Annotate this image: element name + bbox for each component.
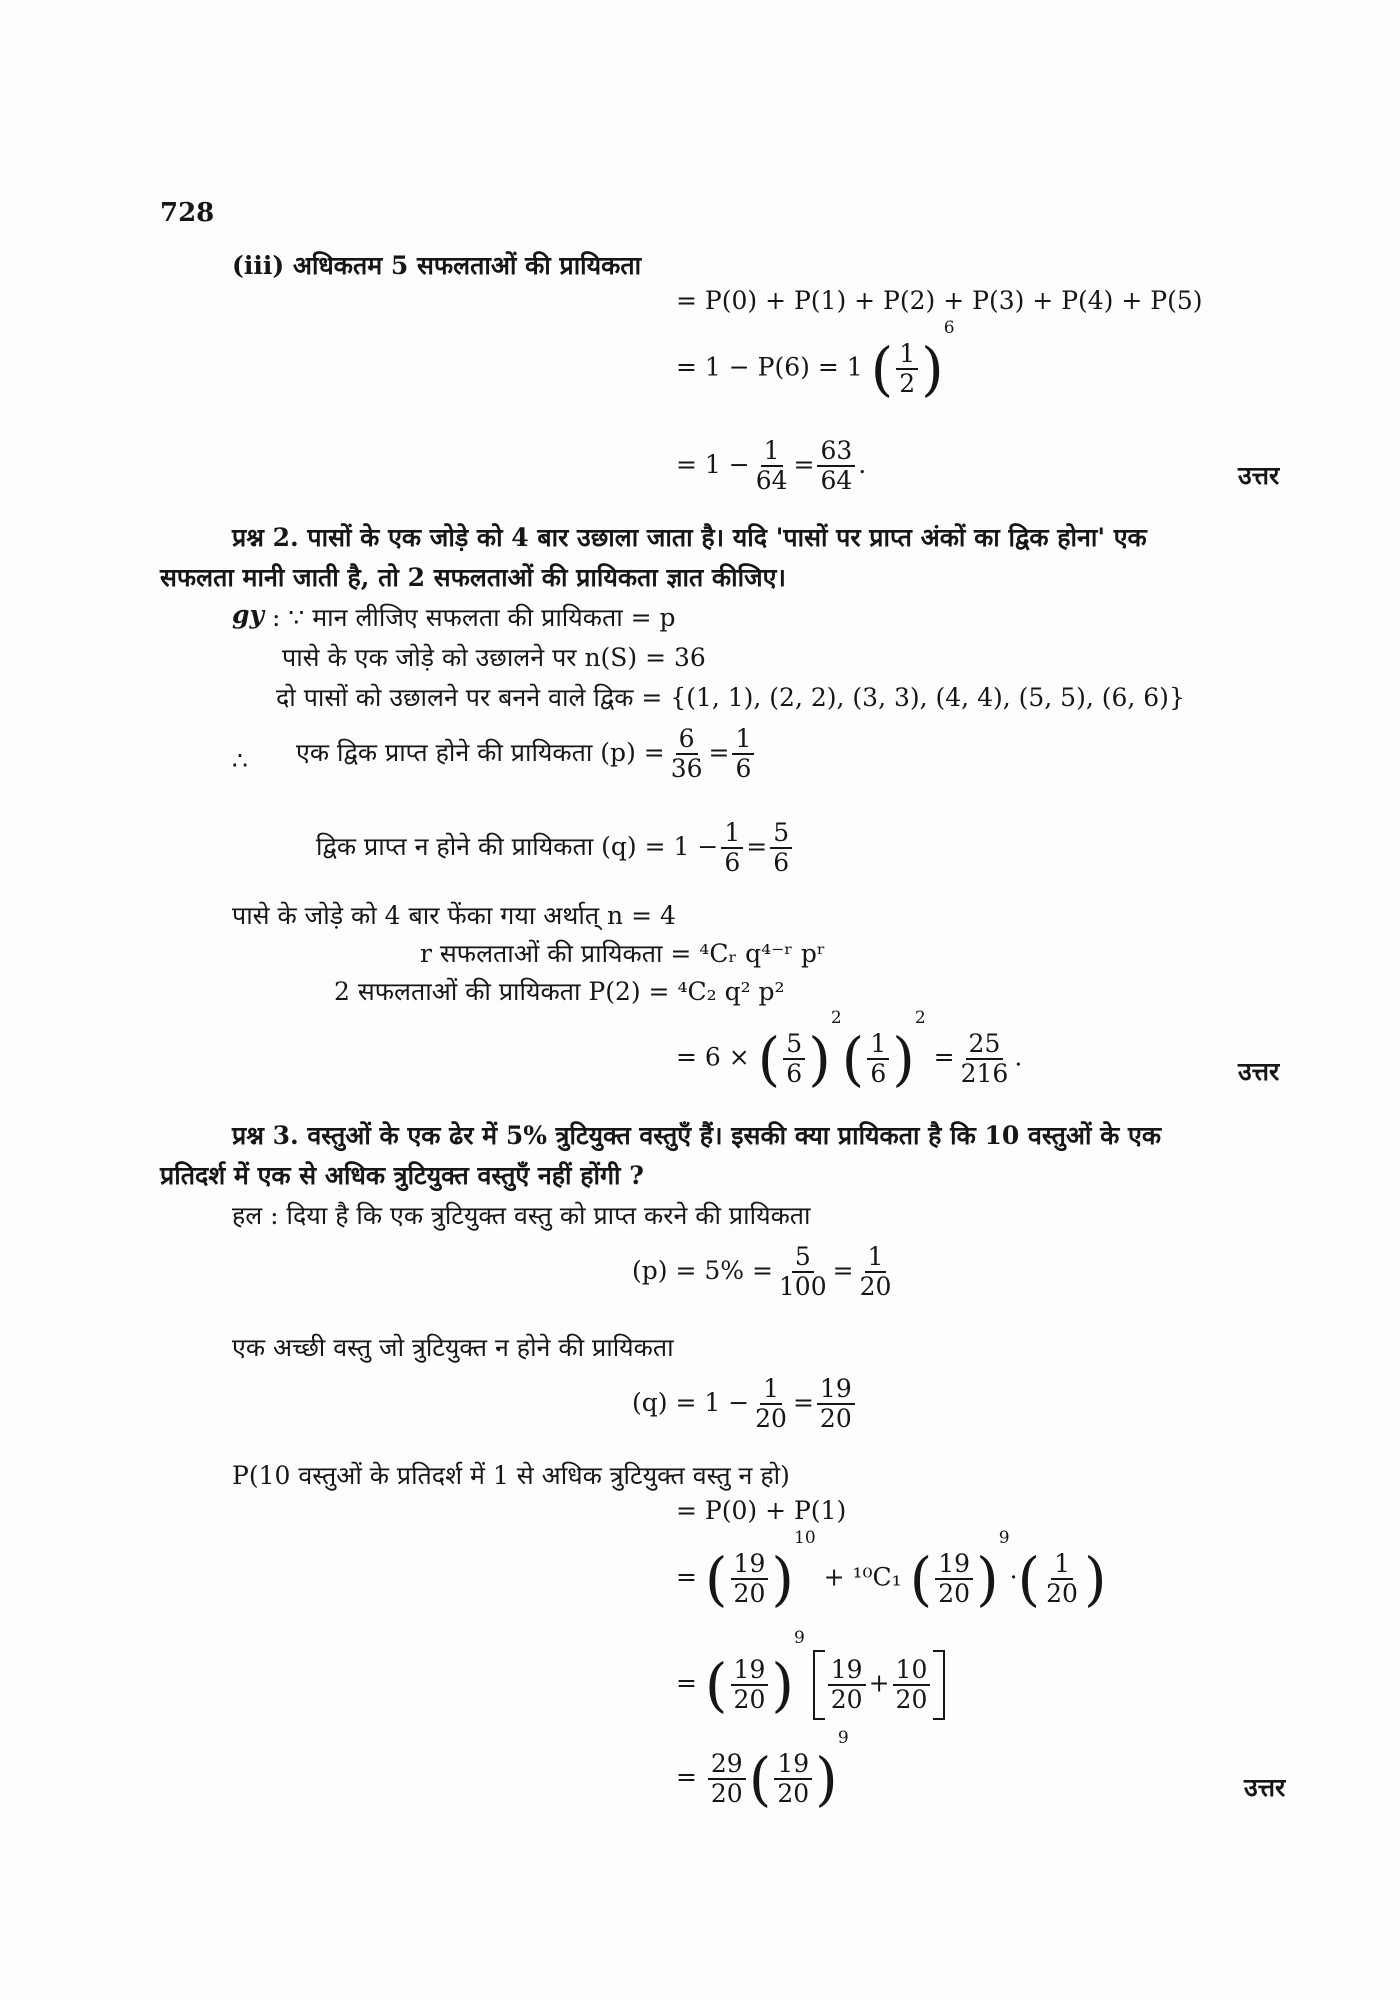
therefore-symbol: ∴ <box>232 746 248 775</box>
q3-step3: = ( $\frac{19}{20}$ )$^9$ $\frac{19}{20}$ + $\frac{10}{20}$ <box>676 1650 945 1720</box>
q2-p-label: एक द्विक प्राप्त होने की प्रायिकता (p) = <box>296 737 665 767</box>
fraction: $\frac{19}{20}$ <box>828 1657 866 1714</box>
fraction: $\frac{5}{6}$ <box>770 820 792 877</box>
q3-p-text: (p) = 5% = <box>632 1255 773 1285</box>
fraction: $\frac{1}{6}$ <box>732 726 754 783</box>
q2-solution-label: gy <box>232 600 265 629</box>
fraction: $\frac{5}{6}$ <box>783 1031 805 1088</box>
exponent: 9 <box>837 1728 849 1748</box>
fraction: $\frac{19}{20}$ <box>935 1551 973 1608</box>
dot-operator: · <box>1009 1562 1018 1592</box>
q2-q-expr: 1 − <box>673 831 719 861</box>
q3-event-line: P(10 वस्तुओं के प्रतिदर्श में 1 से अधिक त्रुटियुक्त वस्तु न हो) <box>232 1461 790 1490</box>
answer-label-2: उत्तर <box>1238 1057 1280 1086</box>
q2-n-line: पासे के जोड़े को 4 बार फेंका गया अर्थात् n = 4 <box>232 901 676 930</box>
fraction: $\frac{1}{6}$ <box>721 820 743 877</box>
fraction: $\frac{1}{6}$ <box>867 1031 889 1088</box>
answer-label-1: उत्तर <box>1238 461 1280 490</box>
fraction: $\frac{19}{20}$ <box>774 1751 812 1808</box>
q2-r-line: r सफलताओं की प्रायिकता = ⁴Cᵣ q⁴⁻ʳ pʳ <box>420 939 826 968</box>
part3-heading: (iii) अधिकतम 5 सफलताओं की प्रायिकता <box>232 251 642 280</box>
fraction: $\frac{6}{36}$ <box>670 724 703 784</box>
exponent: 2 <box>830 1008 842 1028</box>
fraction: $\frac{25}{216}$ <box>960 1028 1009 1088</box>
equals-sign: = <box>676 1762 697 1792</box>
q2-calc-line: = 6 × ( $\frac{5}{6}$ )$^2$( $\frac{1}{6}$ )$^2$ = $\frac{25}{216}$ . <box>676 1008 1023 1093</box>
combination-term: + ¹⁰C₁ <box>823 1562 902 1592</box>
q3-sol1: हल : दिया है कि एक त्रुटियुक्त वस्तु को प्राप्त करने की प्रायिकता <box>232 1201 811 1230</box>
q3-question-line2: प्रतिदर्श में एक से अधिक त्रुटियुक्त वस्तुएँ नहीं होंगी ? <box>160 1161 644 1190</box>
part3-line2: = 1 − P(6) = 1 ( $\frac{1}{2}$ )$^6$ <box>676 318 955 403</box>
q2-two-line: 2 सफलताओं की प्रायिकता P(2) = ⁴C₂ q² p² <box>334 977 785 1006</box>
q2-q-line: द्विक प्राप्त न होने की प्रायिकता (q) = 1 − $\frac{1}{6}$ = $\frac{5}{6}$ <box>316 820 795 877</box>
q2-question-line1: प्रश्न 2. पासों के एक जोड़े को 4 बार उछाला जाता है। यदि 'पासों पर प्राप्त अंकों का द्विक होना' एक <box>232 523 1147 552</box>
left-bracket <box>813 1650 825 1720</box>
fraction: $\frac{5}{100}$ <box>778 1242 827 1302</box>
fraction: $\frac{1}{20}$ <box>859 1242 892 1302</box>
plus-sign: + <box>868 1668 890 1698</box>
q2-sol2: पासे के एक जोड़े को उछालने पर n(S) = 36 <box>282 643 706 672</box>
q3-good-line: एक अच्छी वस्तु जो त्रुटियुक्त न होने की प्रायिकता <box>232 1333 674 1362</box>
q2-sol1: : ∵ मान लीजिए सफलता की प्रायिकता = p <box>272 603 676 632</box>
q2-sol3: दो पासों को उछालने पर बनने वाले द्विक = {(1, 1), (2, 2), (3, 3), (4, 4), (5, 5), (6, 6)} <box>276 683 1185 712</box>
q3-p-line: (p) = 5% = $\frac{5}{100}$ = $\frac{1}{20}$ <box>632 1244 897 1301</box>
q3-question-line1: प्रश्न 3. वस्तुओं के एक ढेर में 5% त्रुटियुक्त वस्तुएँ हैं। इसकी क्या प्रायिकता है कि 10 वस्तुओं के एक <box>232 1121 1162 1150</box>
equals-sign: = <box>933 1042 955 1072</box>
fraction: $\frac{63}{64}$ <box>817 438 855 495</box>
fraction: $\frac{19}{20}$ <box>731 1551 769 1608</box>
part3-line1: = P(0) + P(1) + P(2) + P(3) + P(4) + P(5) <box>676 286 1203 315</box>
part3-line3: = 1 − $\frac{1}{64}$ = $\frac{63}{64}$ . <box>676 436 867 496</box>
fraction: $\frac{1}{64}$ <box>755 436 788 496</box>
q2-q-label: द्विक प्राप्त न होने की प्रायिकता (q) = <box>316 831 666 861</box>
exponent: 6 <box>943 318 955 338</box>
equals-sign: = <box>676 1668 697 1698</box>
q3-q-text: (q) = 1 − <box>632 1387 750 1417</box>
q3-q-line: (q) = 1 − $\frac{1}{20}$ = $\frac{19}{20}$ <box>632 1376 858 1433</box>
right-bracket <box>933 1650 945 1720</box>
fraction: $\frac{10}{20}$ <box>893 1657 931 1714</box>
equals-sign: = <box>676 1562 697 1592</box>
q2-p-line: एक द्विक प्राप्त होने की प्रायिकता (p) = $\frac{6}{36}$ = $\frac{1}{6}$ <box>296 726 757 783</box>
fraction: $\frac{1}{2}$ <box>896 341 918 398</box>
exponent: 9 <box>794 1628 805 1648</box>
q3-step1: = P(0) + P(1) <box>676 1496 847 1525</box>
exponent: 9 <box>998 1528 1010 1548</box>
part3-line3-text: = 1 − <box>676 449 750 479</box>
part3-line2-text: = 1 − P(6) = 1 <box>676 352 863 382</box>
fraction: $\frac{1}{20}$ <box>1046 1548 1078 1608</box>
fraction: $\frac{29}{20}$ <box>708 1751 746 1808</box>
page-number: 728 <box>160 198 215 228</box>
exponent: 2 <box>914 1008 926 1028</box>
exponent: 10 <box>794 1528 816 1548</box>
q3-step2: = ( $\frac{19}{20}$ )$^{10}$ + ¹⁰C₁ ( $\frac{19}{20}$ )$^9$·( $\frac{1}{20}$ ) <box>676 1528 1107 1613</box>
fraction: $\frac{1}{20}$ <box>755 1374 787 1434</box>
fraction: $\frac{19}{20}$ <box>731 1657 769 1714</box>
q2-calc-text: = 6 × <box>676 1042 750 1072</box>
q3-step4: = $\frac{29}{20}$ ( $\frac{19}{20}$ )$^9$ <box>676 1728 849 1813</box>
q2-question-line2: सफलता मानी जाती है, तो 2 सफलताओं की प्रायिकता ज्ञात कीजिए। <box>160 563 786 592</box>
fraction: $\frac{19}{20}$ <box>817 1376 855 1433</box>
answer-label-3: उत्तर <box>1244 1773 1286 1802</box>
